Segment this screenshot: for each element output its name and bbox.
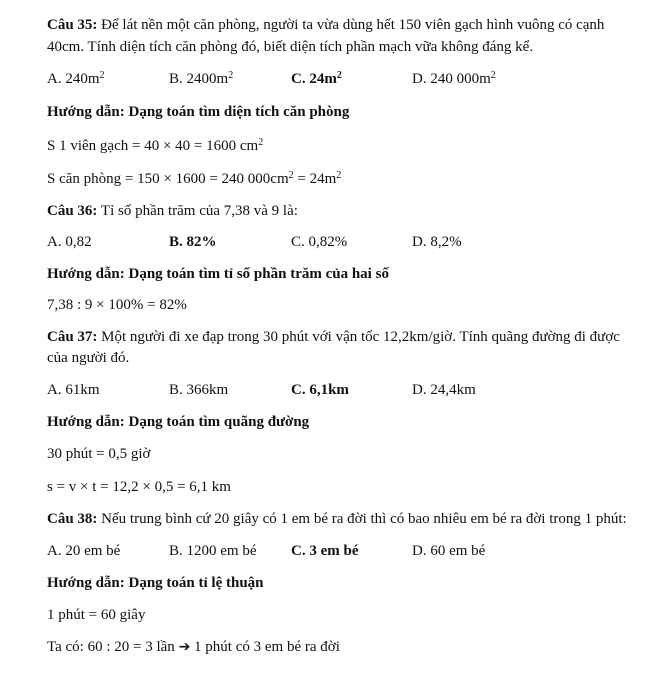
q36-option-d: D. 8,2% xyxy=(412,234,462,250)
q37-guide: Hướng dẫn: Dạng toán tìm quãng đường xyxy=(47,414,310,430)
q38-step1: 1 phút = 60 giây xyxy=(47,607,146,623)
q37-step2: s = v × t = 12,2 × 0,5 = 6,1 km xyxy=(47,479,231,495)
q38-step2: Ta có: 60 : 20 = 3 lần ➔ 1 phút có 3 em bé ra đời xyxy=(47,639,340,655)
q36-label: Câu 36: xyxy=(47,203,98,219)
q37-option-d: D. 24,4km xyxy=(412,382,476,398)
q38-label: Câu 38: xyxy=(47,511,98,527)
q38-question xyxy=(47,510,627,528)
q35-option-d: D. 240 $000m^2$ xyxy=(412,70,496,87)
q36-question xyxy=(47,202,298,220)
q35-text-line2: 40cm. Tính diện tích căn phòng đó, biết diện tích phần mạch vữa không đáng kể. xyxy=(47,39,534,55)
q38-option-d: D. 60 em bé xyxy=(412,543,486,559)
q35-option-c: C. $24m^2$ xyxy=(291,70,342,87)
q35-step1: S 1 viên gạch = 40 × 40 = 1600 $cm^2$ xyxy=(47,137,264,154)
q37-question xyxy=(47,328,620,346)
q35-question xyxy=(47,16,604,34)
q38-option-a: A. 20 em bé xyxy=(47,543,121,559)
q38-option-b: B. 1200 em bé xyxy=(169,543,257,559)
q37-label: Câu 37: xyxy=(47,329,98,345)
q36-option-c: C. 0,82% xyxy=(291,234,348,250)
q37-option-c: C. 6,1km xyxy=(291,382,349,398)
q36-option-b: B. 82% xyxy=(169,234,217,250)
q37-step1: 30 phút = 0,5 giờ xyxy=(47,446,151,462)
q36-option-a: A. 0,82 xyxy=(47,234,92,250)
q37-text-line1: Một người đi xe đạp trong 30 phút với vận tốc 12,2km/giờ. Tính quãng đường đi được xyxy=(97,329,620,345)
q37-text-line2: của người đó. xyxy=(47,350,130,366)
q35-label: Câu 35: xyxy=(47,17,98,33)
q38-text: Nếu trung bình cứ 20 giây có 1 em bé ra đời thì có bao nhiêu em bé ra đời trong 1 phút: xyxy=(97,511,627,527)
q37-option-b: B. 366km xyxy=(169,382,229,398)
q37-option-a: A. 61km xyxy=(47,382,100,398)
q38-guide: Hướng dẫn: Dạng toán tỉ lệ thuận xyxy=(47,575,264,591)
q36-guide: Hướng dẫn: Dạng toán tìm tỉ số phần trăm của hai số xyxy=(47,266,389,282)
q38-option-c: C. 3 em bé xyxy=(291,543,359,559)
q35-text-line1: Để lát nền một căn phòng, người ta vừa dùng hết 150 viên gạch hình vuông có cạnh xyxy=(97,17,605,33)
q35-step2: S căn phòng = 150 × 1600 = 240 $000cm^2 = 24m^2$ xyxy=(47,170,342,187)
q35-guide: Hướng dẫn: Dạng toán tìm diện tích căn phòng xyxy=(47,104,350,120)
q35-option-a: A. $240m^2$ xyxy=(47,70,105,87)
q36-text: Tỉ số phần trăm của 7,38 và 9 là: xyxy=(97,203,298,219)
q36-step1: 7,38 : 9 × 100% = 82% xyxy=(47,297,187,313)
q35-option-b: B. $2400m^2$ xyxy=(169,70,234,87)
right-arrow-icon: ➔ xyxy=(178,639,191,655)
